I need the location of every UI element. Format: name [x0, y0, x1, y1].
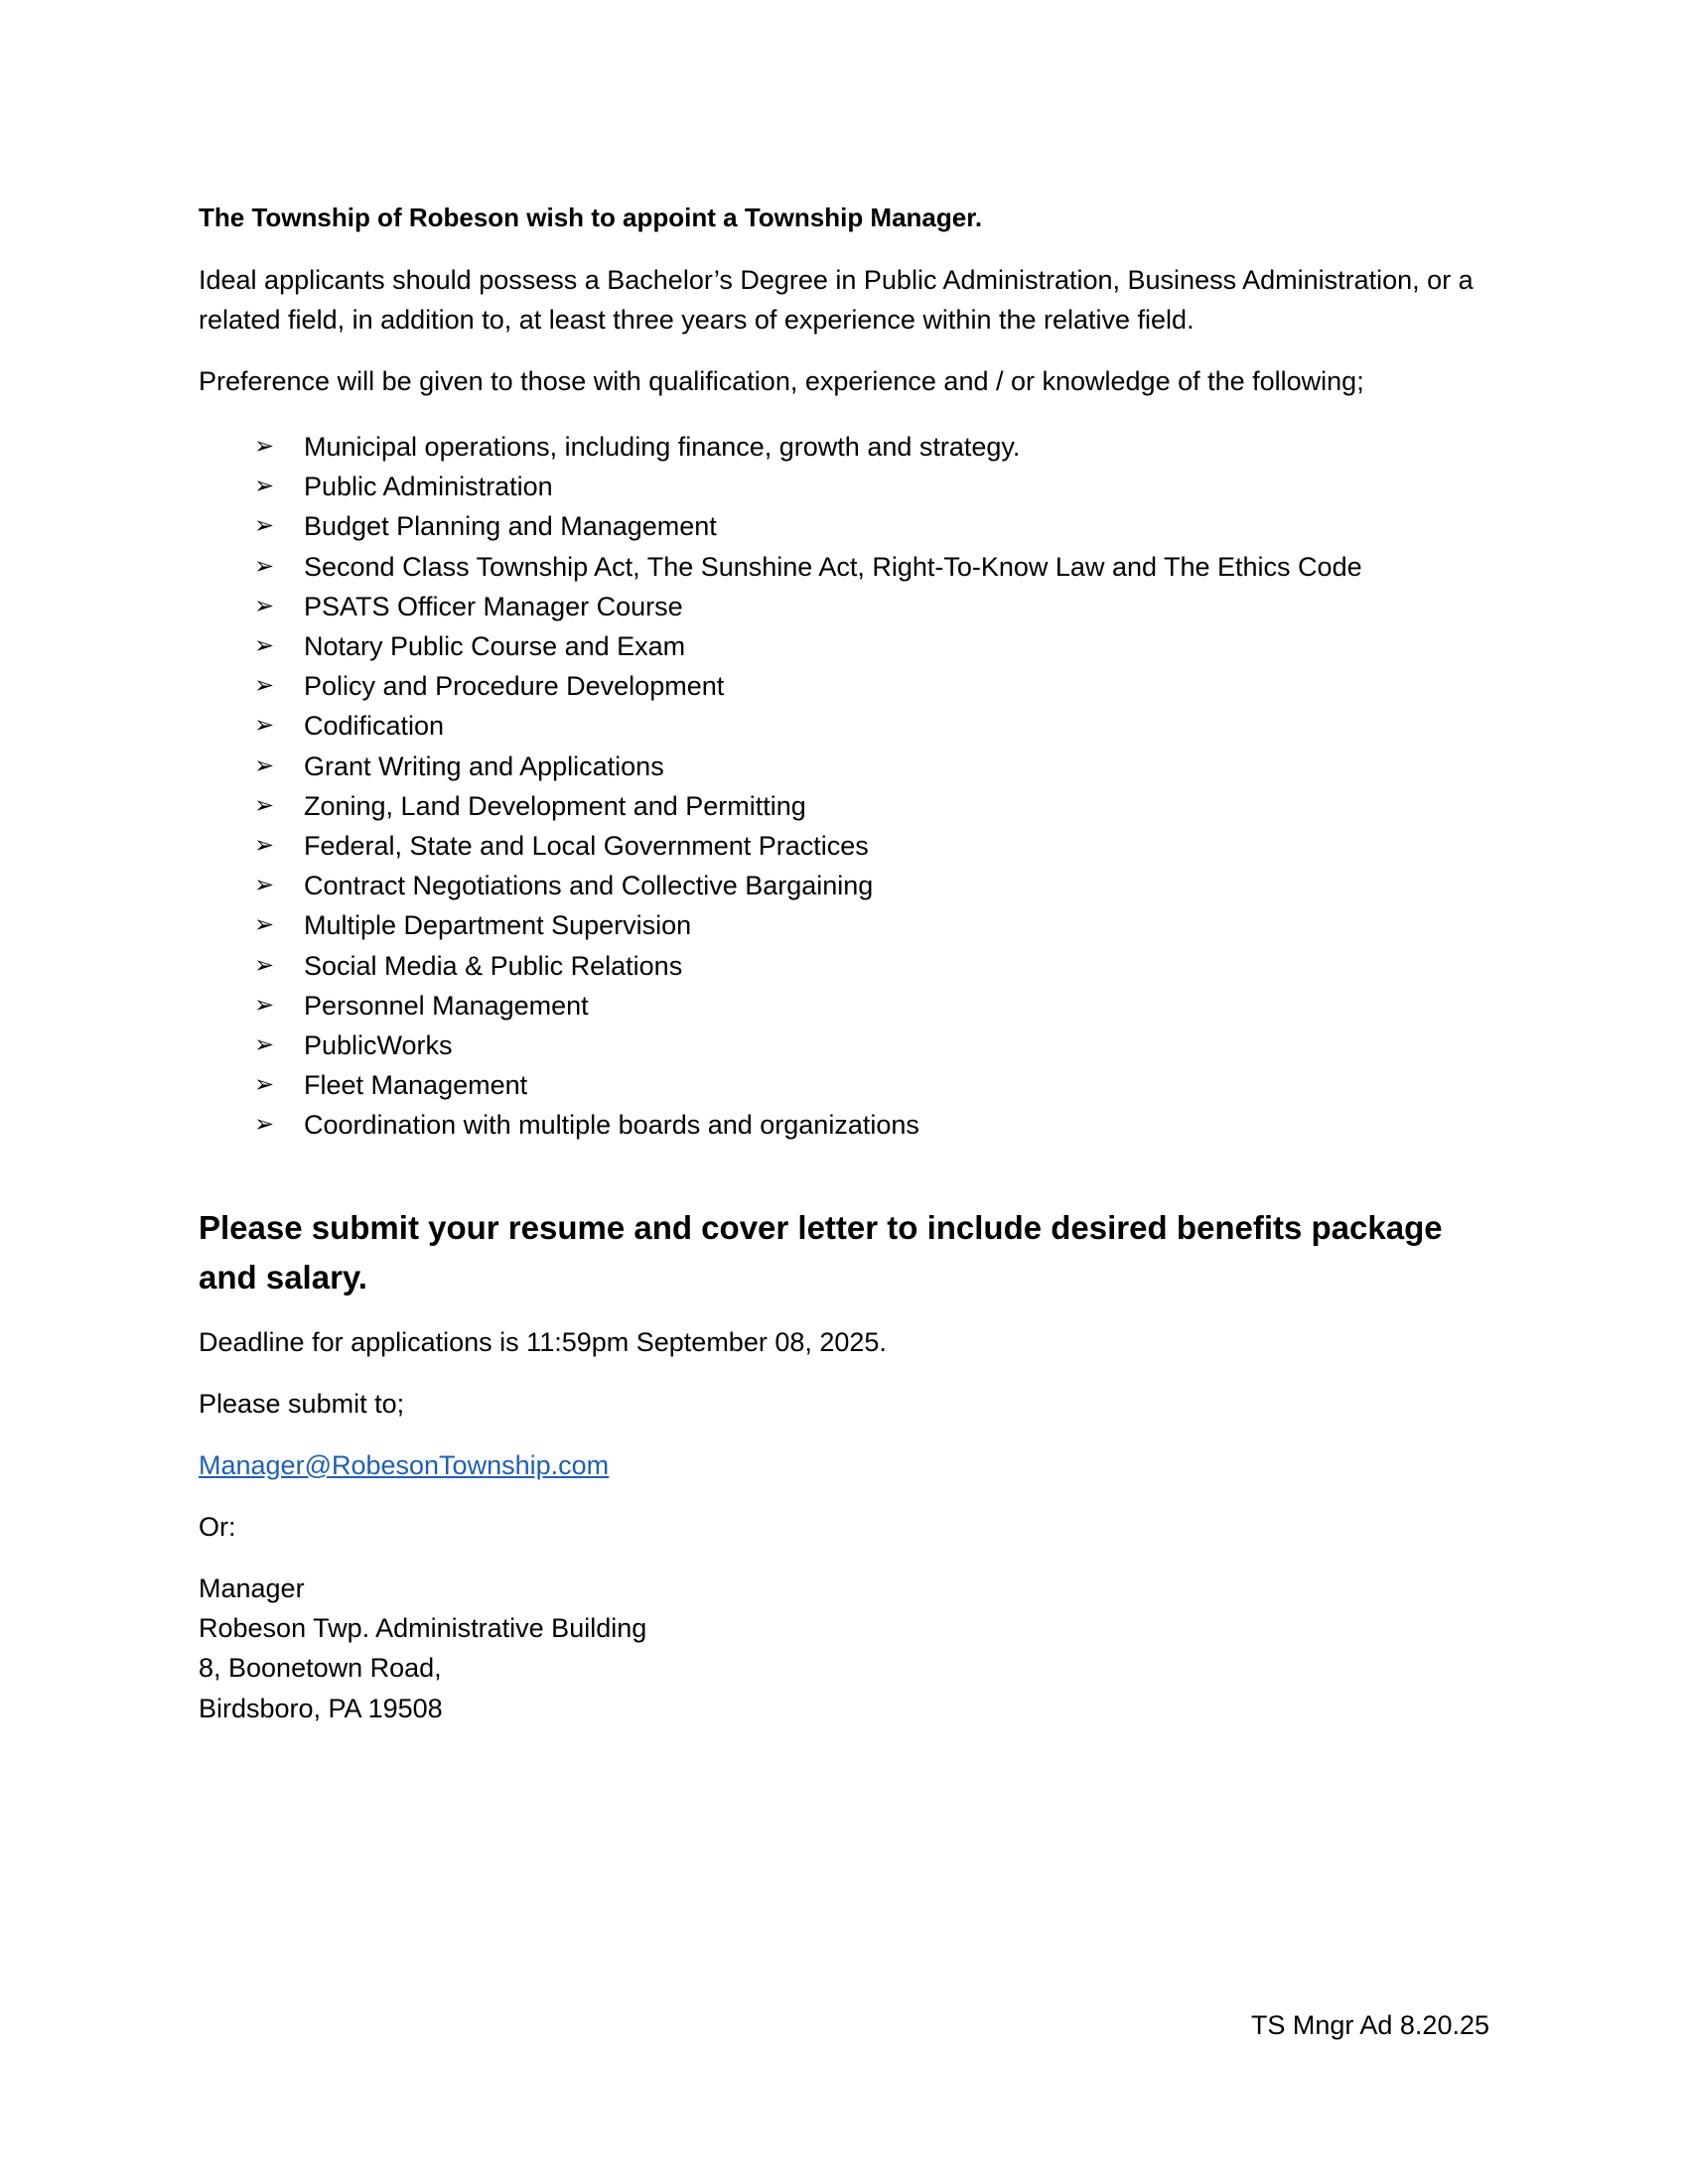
address-line: Manager	[199, 1572, 305, 1603]
list-item: ➢ Social Media & Public Relations	[254, 946, 1489, 986]
arrow-right-icon: ➢	[254, 712, 275, 740]
email-link[interactable]	[199, 1445, 1489, 1485]
list-item: ➢ Second Class Township Act, The Sunshine Act, Right-To-Know Law and The Ethics Code	[254, 547, 1489, 587]
list-item: ➢ Public Administration	[254, 467, 1489, 506]
footer-reference: TS Mngr Ad 8.20.25	[1250, 2010, 1489, 2040]
arrow-right-icon: ➢	[254, 473, 275, 500]
deadline-text: Deadline for applications is 11:59pm September 08, 2025.	[199, 1326, 887, 1357]
address-line: 8, Boonetown Road,	[199, 1653, 442, 1684]
list-item: ➢ Zoning, Land Development and Permitting	[254, 786, 1489, 826]
submit-heading: Please submit your resume and cover letter to include desired benefits package and salary.	[199, 1208, 1443, 1296]
address-line: Robeson Twp. Administrative Building	[199, 1612, 647, 1643]
list-item: ➢ Federal, State and Local Government Practices	[254, 826, 1489, 866]
page-heading: The Township of Robeson wish to appoint a Township Manager.	[199, 203, 983, 232]
list-item: ➢ Budget Planning and Management	[254, 506, 1489, 546]
arrow-right-icon: ➢	[254, 512, 275, 540]
email-link-anchor[interactable]: Manager@RobesonTownship.com	[199, 1449, 610, 1480]
arrow-right-icon: ➢	[254, 672, 275, 700]
arrow-right-icon: ➢	[254, 872, 275, 899]
arrow-right-icon: ➢	[254, 1031, 275, 1059]
arrow-right-icon: ➢	[254, 951, 275, 979]
address-line: Birdsboro, PA 19508	[199, 1693, 443, 1723]
preference-intro-paragraph: Preference will be given to those with qualification, experience and / or knowledge of the following;	[199, 366, 1364, 396]
list-item: ➢ Coordination with multiple boards and organizations	[254, 1105, 1489, 1145]
list-item: ➢ Fleet Management	[254, 1065, 1489, 1105]
mailing-address	[199, 1569, 1489, 1728]
arrow-right-icon: ➢	[254, 1071, 275, 1099]
submit-to-text: Please submit to;	[199, 1388, 405, 1419]
list-item: ➢ PublicWorks	[254, 1025, 1489, 1065]
arrow-right-icon: ➢	[254, 552, 275, 580]
arrow-right-icon: ➢	[254, 751, 275, 779]
list-item: ➢ PSATS Officer Manager Course	[254, 587, 1489, 626]
arrow-right-icon: ➢	[254, 632, 275, 660]
arrow-right-icon: ➢	[254, 832, 275, 860]
list-item: ➢ Contract Negotiations and Collective Bargaining	[254, 866, 1489, 905]
list-item: ➢ Multiple Department Supervision	[254, 905, 1489, 945]
ideal-applicants-paragraph: Ideal applicants should possess a Bachelor’s Degree in Public Administration, Business Administration, or a related field, in addition to, at least three years of experience within the relative field.	[199, 265, 1474, 335]
list-item: ➢ Municipal operations, including finance, growth and strategy.	[254, 427, 1489, 467]
list-item: ➢ Personnel Management	[254, 986, 1489, 1025]
requirements-list	[199, 427, 1489, 1146]
list-item: ➢ Notary Public Course and Exam	[254, 626, 1489, 666]
arrow-right-icon: ➢	[254, 433, 275, 460]
document-page	[199, 199, 1489, 1728]
arrow-right-icon: ➢	[254, 1111, 275, 1139]
or-text: Or:	[199, 1511, 236, 1542]
arrow-right-icon: ➢	[254, 592, 275, 619]
arrow-right-icon: ➢	[254, 791, 275, 819]
list-item: ➢ Codification	[254, 706, 1489, 746]
arrow-right-icon: ➢	[254, 991, 275, 1019]
list-item: ➢ Policy and Procedure Development	[254, 666, 1489, 706]
arrow-right-icon: ➢	[254, 911, 275, 939]
list-item: ➢ Grant Writing and Applications	[254, 747, 1489, 786]
